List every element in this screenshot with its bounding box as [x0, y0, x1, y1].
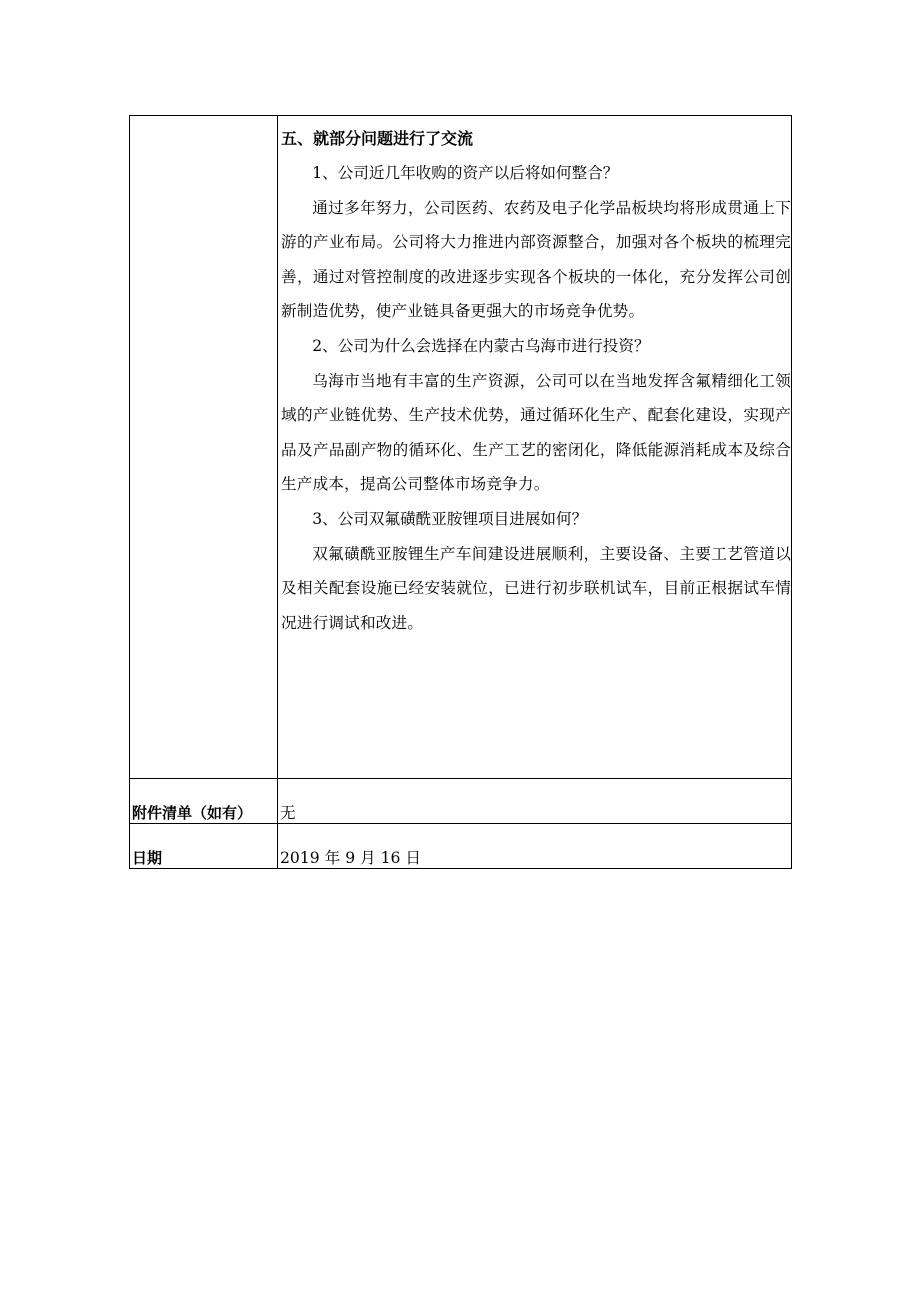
- answer-1: 通过多年努力，公司医药、农药及电子化学品板块均将形成贯通上下游的产业布局。公司将大力推进内部资源整合，加强对各个板块的梳理完善，通过对管控制度的改进逐步实现各个板块的一体化，充分发挥公司创新制造优势，使产业链具备更强大的市场竞争优势。: [281, 198, 791, 321]
- question-2: 2、公司为什么会选择在内蒙古乌海市进行投资？: [312, 336, 650, 355]
- attachments-value: 无: [278, 779, 792, 824]
- attachments-row: [130, 779, 792, 824]
- exchange-row: [130, 116, 792, 779]
- attachments-label: 附件清单（如有）: [130, 779, 278, 824]
- exchange-content-cell: [278, 116, 792, 779]
- record-table: [129, 115, 792, 869]
- date-value: 2019 年 9 月 16 日: [278, 824, 792, 869]
- exchange-label-cell: [130, 116, 278, 779]
- question-1: 1、公司近几年收购的资产以后将如何整合？: [312, 164, 619, 182]
- answer-3: 双氟磺酰亚胺锂生产车间建设进展顺利，主要设备、主要工艺管道以及相关配套设施已经安装就位，已进行初步联机试车，目前正根据试车情况进行调试和改进。: [281, 544, 791, 632]
- question-3: 3、公司双氟磺酰亚胺锂项目进展如何？: [312, 509, 588, 528]
- date-label: 日期: [130, 824, 278, 869]
- answer-2: 乌海市当地有丰富的生产资源，公司可以在当地发挥含氟精细化工领域的产业链优势、生产技术优势，通过循环化生产、配套化建设，实现产品及产品副产物的循环化、生产工艺的密闭化，降低能源消耗成本及综合生产成本，提高公司整体市场竞争力。: [281, 371, 791, 494]
- date-row: [130, 824, 792, 869]
- section-heading: 五、就部分问题进行了交流: [281, 129, 474, 148]
